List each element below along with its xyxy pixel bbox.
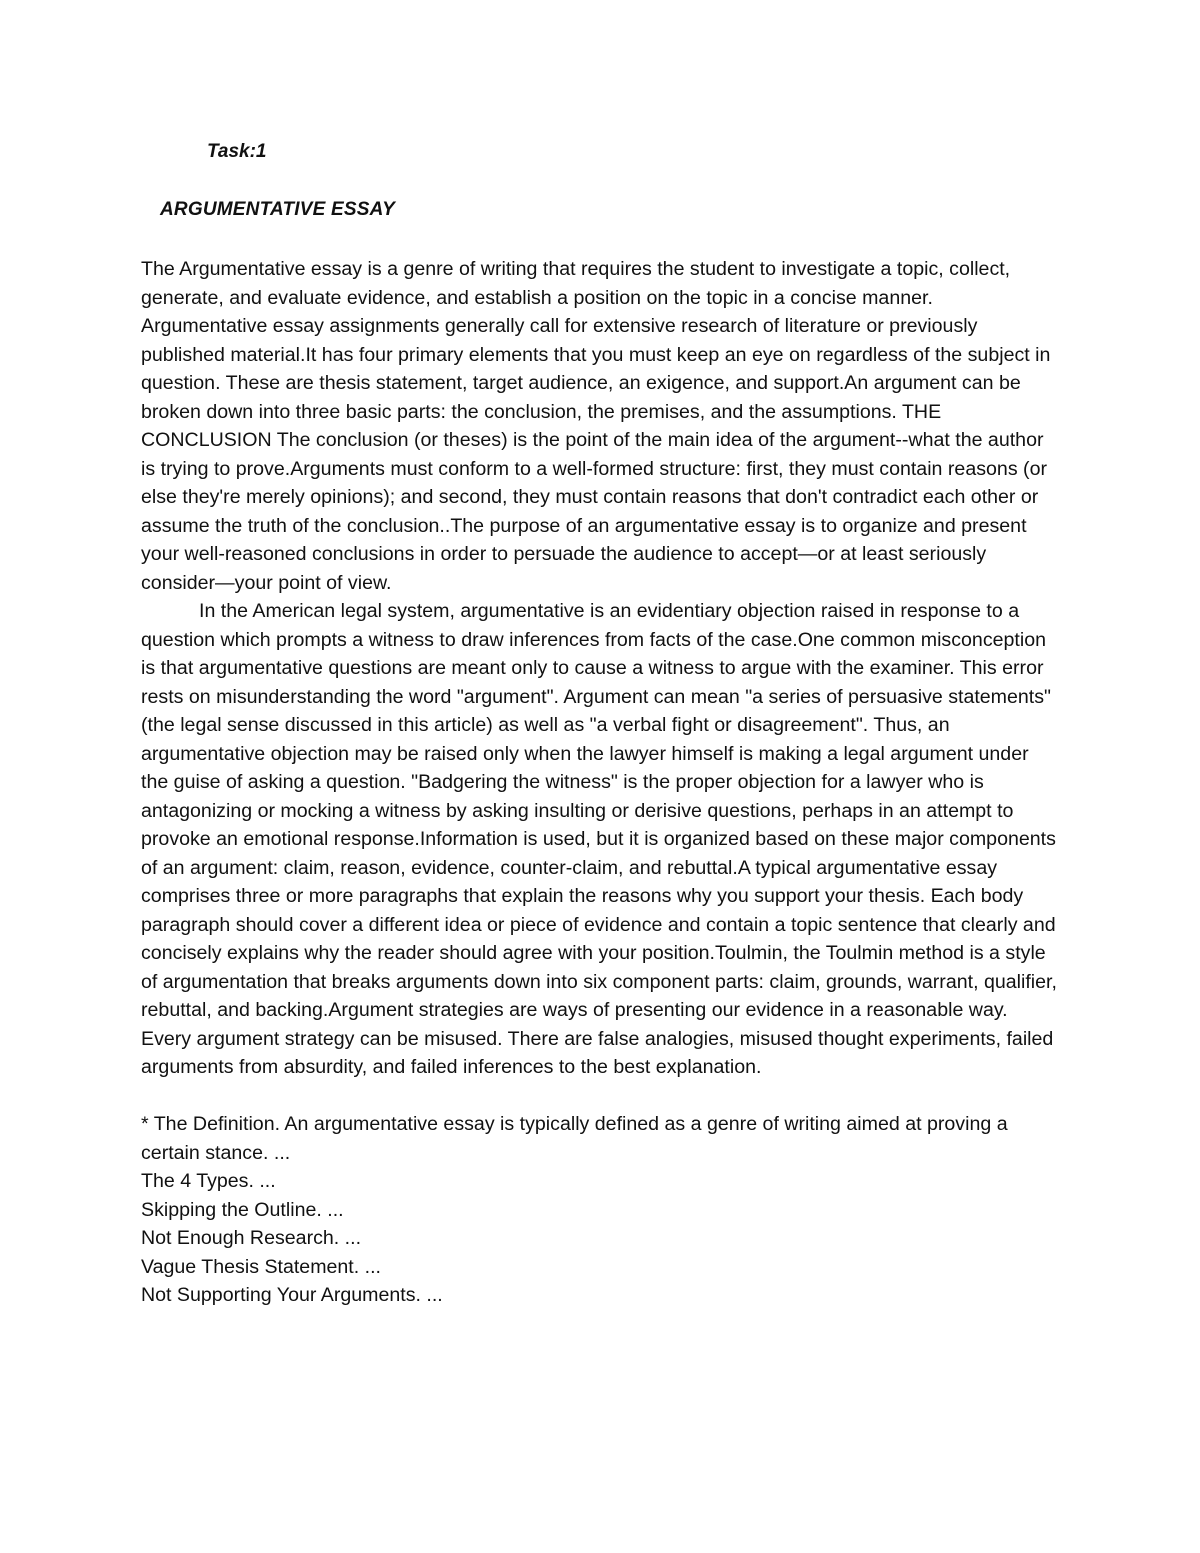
document-body: [141, 255, 1061, 1310]
paragraph-legal-system: In the American legal system, argumentative is an evidentiary objection raised in response to a question which prompts a witness to draw inferences from facts of the case.One common misconception is that argumentative questions are meant only to cause a witness to argue with the examiner. This error rests on misunderstanding the word "argument". Argument can mean "a series of persuasive statements" (the legal sense discussed in this article) as well as "a verbal fight or disagreement". Thus, an argumentative objection may be raised only when the lawyer himself is making a legal argument under the guise of asking a question. "Badgering the witness" is the proper objection for a lawyer who is antagonizing or mocking a witness by asking insulting or derisive questions, perhaps in an attempt to provoke an emotional response.Information is used, but it is organized based on these major components of an argument: claim, reason, evidence, counter-claim, and rebuttal.A typical argumentative essay comprises three or more paragraphs that explain the reasons why you support your thesis. Each body paragraph should cover a different idea or piece of evidence and contain a topic sentence that clearly and concisely explains why the reader should agree with your position.Toulmin, the Toulmin method is a style of argumentation that breaks arguments down into six component parts: claim, grounds, warrant, qualifier, rebuttal, and backing.Argument strategies are ways of presenting our evidence in a reasonable way. Every argument strategy can be misused. There are false analogies, misused thought experiments, failed arguments from absurdity, and failed inferences to the best explanation.: [141, 600, 1057, 1078]
list-item: Vague Thesis Statement. ...: [141, 1255, 381, 1278]
document-title: ARGUMENTATIVE ESSAY: [160, 199, 395, 220]
list-item: Skipping the Outline. ...: [141, 1198, 344, 1221]
list-item: The 4 Types. ...: [141, 1170, 276, 1192]
task-label: Task:1: [207, 141, 267, 162]
list-item: Not Enough Research. ...: [141, 1227, 362, 1249]
paragraph-intro: The Argumentative essay is a genre of writing that requires the student to investigate a topic, collect, generate, and evaluate evidence, and establish a position on the topic in a concise manner. Argumentative essay assignments generally call for extensive research of literature or previously published material.It has four primary elements that you must keep an eye on regardless of the subject in question. These are thesis statement, target audience, an exigence, and support.An argument can be broken down into three basic parts: the conclusion, the premises, and the assumptions. THE CONCLUSION The conclusion (or theses) is the point of the main idea of the argument--what the author is trying to prove.Arguments must conform to a well-formed structure: first, they must contain reasons (or else they're merely opinions); and second, they must contain reasons that don't contradict each other or assume the truth of the conclusion..The purpose of an argumentative essay is to organize and present your well-reasoned conclusions in order to persuade the audience to accept—or at least seriously consider—your point of view.: [141, 258, 1051, 594]
list-item: Not Supporting Your Arguments. ...: [141, 1284, 443, 1306]
mistakes-list: [141, 1110, 1061, 1310]
list-item: * The Definition. An argumentative essay is typically defined as a genre of writing aimed at proving a certain stance. ...: [141, 1113, 1008, 1164]
